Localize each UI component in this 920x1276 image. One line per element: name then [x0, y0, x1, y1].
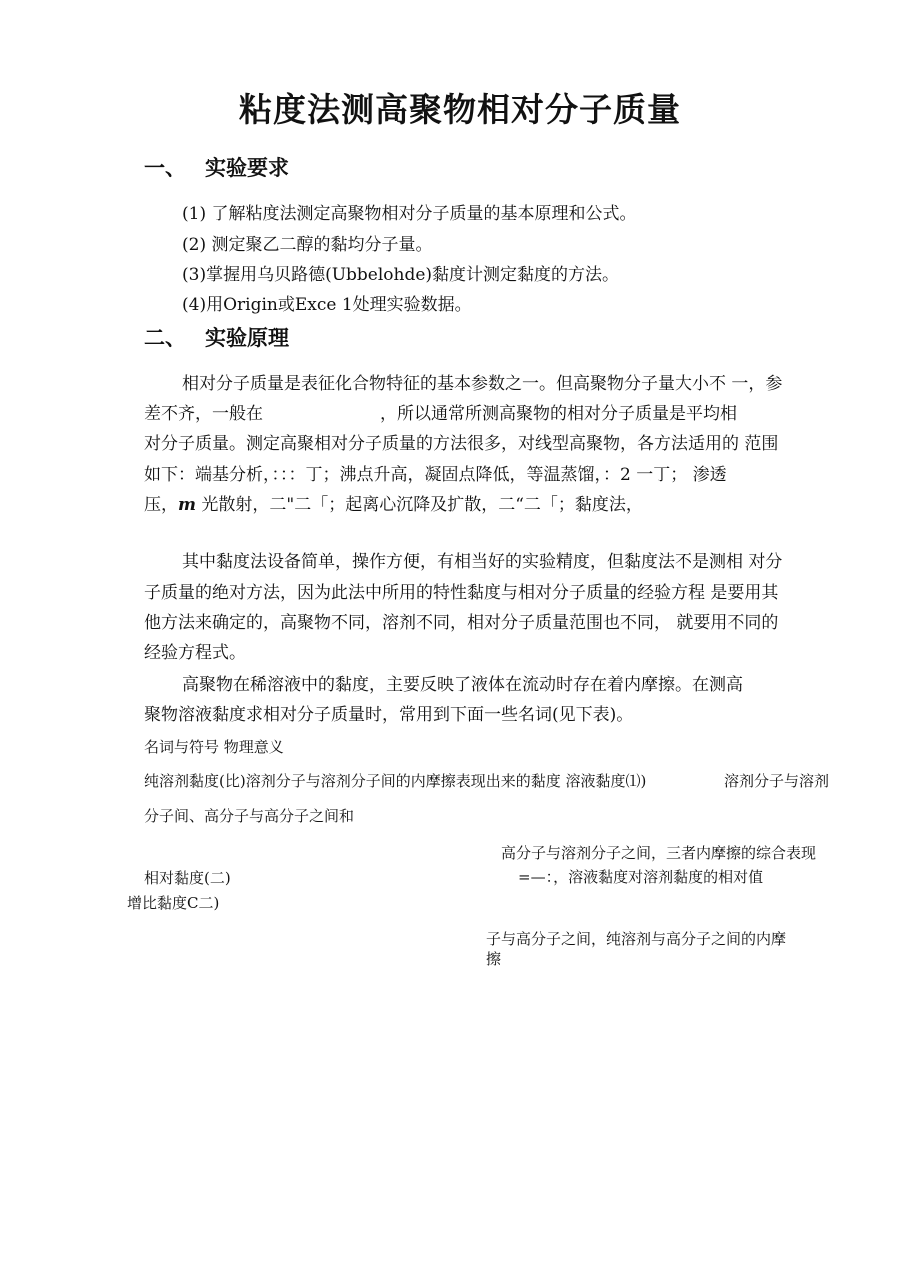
page-title: 粘度法测高聚物相对分子质量 — [239, 90, 681, 129]
para3-line-1: 高聚物在稀溶液中的黏度，主要反映了液体在流动时存在着内摩擦。在测高 — [182, 675, 743, 695]
table-row2-right-2: =—：，溶液黏度对溶剂黏度的相对值 — [518, 868, 764, 886]
requirement-item-3: (3)掌握用乌贝路德(Ubbelohde)黏度计测定黏度的方法。 — [182, 265, 620, 285]
para1-line-5-rest: 光散射，二"二「；起离心沉降及扩散，二“二「；黏度法， — [196, 495, 643, 515]
table-header: 名词与符号 物理意义 — [144, 738, 284, 756]
section1-heading: 实验要求 — [205, 156, 289, 180]
section2-number: 二、 — [144, 326, 186, 350]
para2-line-3: 他方法来确定的，高聚物不同，溶剂不同，相对分子质量范围也不同， 就要用不同的 — [144, 613, 779, 633]
para1-line-4: 如下：端基分析，：：：丁；沸点升高，凝固点降低，等温蒸馏，：2 一丁； 渗透 — [144, 465, 727, 485]
italic-m-symbol: m — [178, 495, 196, 515]
para2-line-1: 其中黏度法设备简单，操作方便，有相当好的实验精度，但黏度法不是测相 对分 — [182, 552, 783, 572]
table-row3-left: 增比黏度C二) — [127, 894, 220, 912]
table-row1-left: 纯溶剂黏度(比)溶剂分子与溶剂分子间的内摩擦表现出来的黏度 溶液黏度⑴) — [144, 772, 647, 790]
section1-number: 一、 — [144, 156, 186, 180]
para1-line-5-start: 压， — [144, 495, 178, 515]
para3-line-2: 聚物溶液黏度求相对分子质量时，常用到下面一些名词(见下表)。 — [144, 705, 634, 725]
section2-heading: 实验原理 — [205, 326, 289, 350]
para2-line-2: 子质量的绝对方法，因为此法中所用的特性黏度与相对分子质量的经验方程 是要用其 — [144, 583, 779, 603]
table-row2-left: 相对黏度(二) — [144, 869, 231, 887]
para1-line-2b: ，所以通常所测高聚物的相对分子质量是平均相 — [380, 404, 737, 424]
para1-line-1: 相对分子质量是表征化合物特征的基本参数之一。但高聚物分子量大小不 一，参 — [182, 374, 783, 394]
para1-line-2a: 差不齐，一般在 — [144, 404, 263, 424]
table-row3-right-2: 擦 — [486, 950, 502, 968]
table-row3-right-1: 子与高分子之间，纯溶剂与高分子之间的内摩 — [486, 930, 787, 948]
para2-line-4: 经验方程式。 — [144, 643, 246, 663]
table-row1-right: 溶剂分子与溶剂 — [724, 772, 830, 790]
para1-line-5 — [144, 490, 643, 515]
requirement-item-4: (4)用Origin或Exce 1处理实验数据。 — [182, 295, 472, 315]
table-row2-right-1: 高分子与溶剂分子之间，三者内摩擦的综合表现 — [501, 844, 817, 862]
requirement-item-1: (1) 了解粘度法测定高聚物相对分子质量的基本原理和公式。 — [182, 204, 637, 224]
table-row1-continued: 分子间、高分子与高分子之间和 — [144, 807, 355, 825]
para1-line-3: 对分子质量。测定高聚相对分子质量的方法很多，对线型高聚物，各方法适用的 范围 — [144, 434, 779, 454]
requirement-item-2: (2) 测定聚乙二醇的黏均分子量。 — [182, 235, 433, 255]
